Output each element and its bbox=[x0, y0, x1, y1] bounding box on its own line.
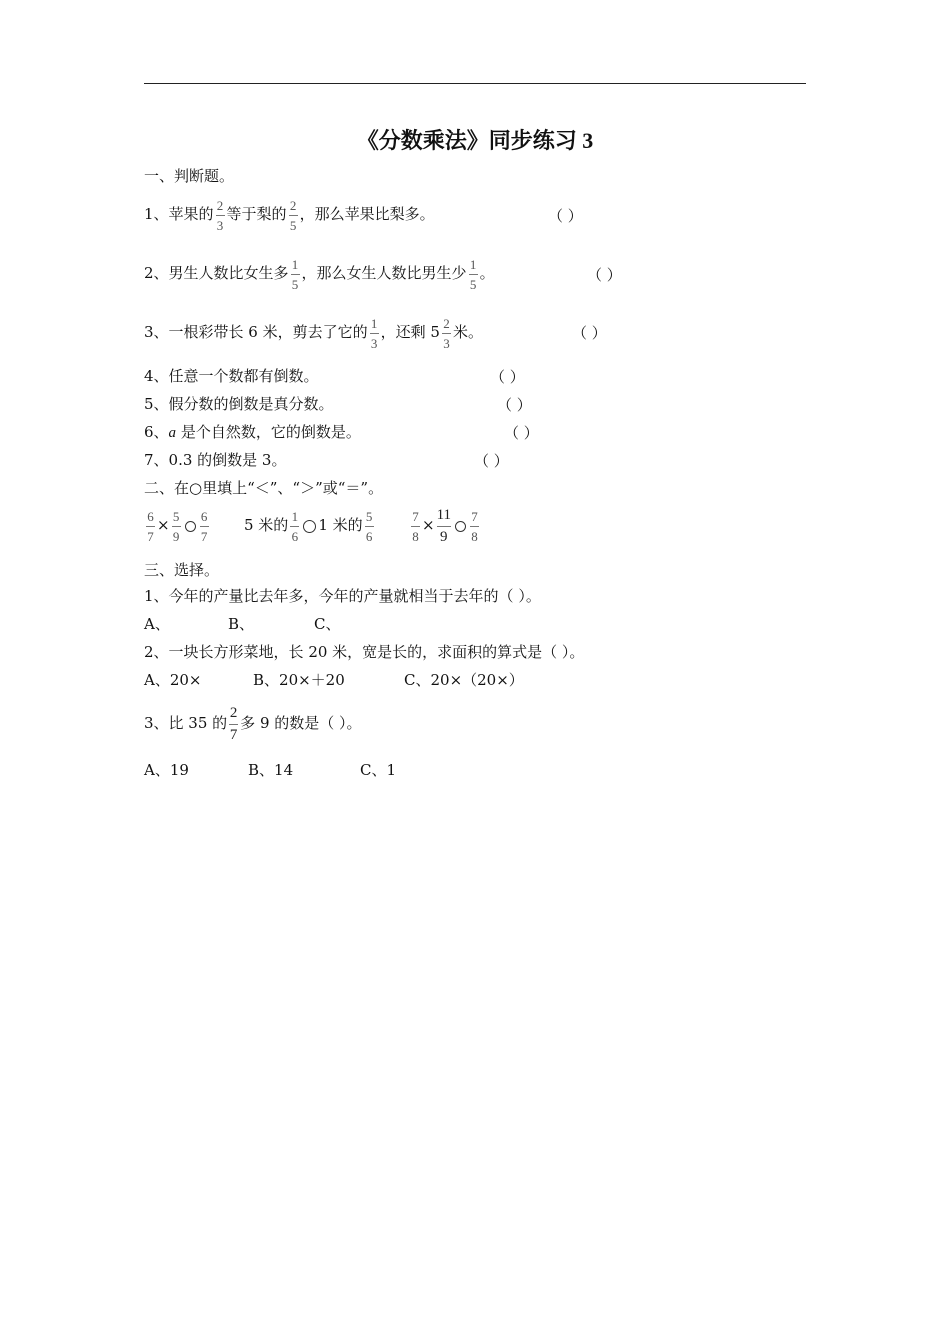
answer-blank[interactable]: （ ） bbox=[497, 396, 532, 414]
fraction bbox=[469, 257, 478, 292]
fraction-bar bbox=[216, 215, 225, 216]
fraction-bar bbox=[411, 526, 420, 527]
fraction bbox=[470, 509, 479, 544]
numerator: 1 bbox=[291, 508, 299, 524]
compare-circle[interactable] bbox=[185, 521, 196, 532]
denominator: 3 bbox=[443, 335, 450, 351]
denominator: 5 bbox=[291, 276, 299, 292]
denominator: 7 bbox=[200, 528, 208, 544]
text: 是个自然数，它的倒数是。 bbox=[180, 423, 361, 441]
choice-q3-option-b[interactable]: B、14 bbox=[248, 761, 294, 779]
text: 2、男生人数比女生多 bbox=[144, 264, 289, 282]
numerator: 6 bbox=[200, 508, 208, 524]
compare-circle[interactable] bbox=[455, 521, 466, 532]
fraction bbox=[200, 509, 209, 544]
text: 等于梨的 bbox=[226, 205, 287, 223]
fraction bbox=[172, 509, 181, 544]
header-rule bbox=[144, 83, 806, 84]
denominator: 6 bbox=[365, 528, 373, 544]
fraction-bar bbox=[370, 333, 379, 334]
section3-heading: 三、选择。 bbox=[144, 561, 220, 579]
text: 。 bbox=[479, 264, 495, 282]
fraction bbox=[291, 257, 300, 292]
denominator: 5 bbox=[469, 276, 477, 292]
choice-q2-option-c[interactable]: C、20×（20×） bbox=[404, 671, 524, 689]
denominator: 9 bbox=[440, 528, 448, 545]
text: 5 米的 bbox=[244, 516, 289, 534]
numerator: 1 bbox=[370, 315, 378, 331]
judge-item-6 bbox=[144, 422, 361, 443]
numerator: 2 bbox=[289, 197, 297, 213]
fraction-bar bbox=[442, 333, 451, 334]
judge-item-1 bbox=[144, 193, 435, 235]
text: ，那么女生人数比男生少 bbox=[301, 264, 467, 282]
answer-blank[interactable]: （ ） bbox=[572, 324, 607, 342]
fraction-bar bbox=[437, 526, 451, 527]
denominator: 8 bbox=[412, 528, 419, 544]
fraction bbox=[370, 316, 379, 351]
numerator: 1 bbox=[469, 256, 477, 272]
text: 3、一根彩带长 6 米，剪去了它的 bbox=[144, 323, 368, 341]
denominator: 3 bbox=[370, 335, 378, 351]
text: ，还剩 5 bbox=[380, 323, 440, 341]
fraction-bar bbox=[291, 274, 300, 275]
numerator: 7 bbox=[412, 508, 419, 524]
numerator: 11 bbox=[436, 506, 452, 523]
text: ，那么苹果比梨多。 bbox=[299, 205, 435, 223]
judge-item-3 bbox=[144, 311, 483, 353]
judge-item-5: 5、假分数的倒数是真分数。 bbox=[144, 395, 334, 413]
choice-q3-option-c[interactable]: C、1 bbox=[360, 761, 397, 779]
text: 1 米的 bbox=[318, 516, 363, 534]
numerator: 7 bbox=[471, 508, 478, 524]
text: 多 9 的数是（ ）。 bbox=[240, 714, 362, 732]
choice-q1-option-a[interactable]: A、 bbox=[144, 615, 170, 633]
answer-blank[interactable]: （ ） bbox=[490, 368, 525, 386]
operator: × bbox=[157, 516, 170, 534]
fraction bbox=[437, 507, 451, 546]
section1-heading: 一、判断题。 bbox=[144, 167, 235, 185]
choice-question-1: 1、今年的产量比去年多，今年的产量就相当于去年的（ ）。 bbox=[144, 587, 541, 605]
text: 3、比 35 的 bbox=[144, 714, 228, 732]
fraction-bar bbox=[229, 724, 238, 725]
fraction bbox=[229, 705, 238, 744]
denominator: 6 bbox=[291, 528, 299, 544]
denominator: 9 bbox=[172, 528, 180, 544]
compare-expr-1 bbox=[144, 504, 211, 546]
numerator: 6 bbox=[147, 508, 154, 524]
fraction-bar bbox=[289, 215, 298, 216]
denominator: 7 bbox=[147, 528, 154, 544]
choice-q3-option-a[interactable]: A、19 bbox=[144, 761, 189, 779]
fraction bbox=[442, 316, 451, 351]
fraction bbox=[289, 198, 298, 233]
fraction bbox=[411, 509, 420, 544]
fraction-bar bbox=[200, 526, 209, 527]
choice-question-3 bbox=[144, 698, 362, 748]
fraction-bar bbox=[470, 526, 479, 527]
choice-question-2: 2、一块长方形菜地，长 20 米，宽是长的，求面积的算式是（ ）。 bbox=[144, 643, 585, 661]
denominator: 8 bbox=[471, 528, 478, 544]
fraction-bar bbox=[172, 526, 181, 527]
page-title: 《分数乘法》同步练习 3 bbox=[356, 128, 594, 153]
fraction bbox=[290, 509, 299, 544]
denominator: 7 bbox=[229, 726, 238, 743]
fraction bbox=[365, 509, 374, 544]
numerator: 5 bbox=[172, 508, 180, 524]
answer-blank[interactable]: （ ） bbox=[504, 424, 539, 442]
text: 6、 bbox=[144, 423, 169, 441]
fraction-bar bbox=[146, 526, 155, 527]
choice-q2-option-b[interactable]: B、20×＋20 bbox=[253, 671, 345, 689]
variable: a bbox=[168, 425, 177, 441]
choice-q1-option-c[interactable]: C、 bbox=[314, 615, 341, 633]
fraction bbox=[216, 198, 225, 233]
denominator: 5 bbox=[289, 217, 297, 233]
judge-item-7: 7、0.3 的倒数是 3。 bbox=[144, 451, 287, 469]
text: 1、苹果的 bbox=[144, 205, 214, 223]
answer-blank[interactable]: （ ） bbox=[548, 207, 583, 225]
choice-q2-option-a[interactable]: A、20× bbox=[144, 671, 202, 689]
numerator: 5 bbox=[365, 508, 373, 524]
fraction-bar bbox=[290, 526, 299, 527]
fraction bbox=[146, 509, 155, 544]
answer-blank[interactable]: （ ） bbox=[587, 266, 622, 284]
numerator: 2 bbox=[216, 197, 224, 213]
compare-expr-2 bbox=[244, 504, 376, 546]
choice-q1-option-b[interactable]: B、 bbox=[228, 615, 255, 633]
fraction-bar bbox=[469, 274, 478, 275]
judge-item-4: 4、任意一个数都有倒数。 bbox=[144, 367, 319, 385]
judge-item-2 bbox=[144, 252, 495, 294]
operator: × bbox=[422, 516, 435, 534]
text: 米。 bbox=[452, 323, 483, 341]
denominator: 3 bbox=[216, 217, 224, 233]
numerator: 2 bbox=[443, 315, 450, 331]
answer-blank[interactable]: （ ） bbox=[474, 452, 509, 470]
compare-circle[interactable] bbox=[303, 520, 316, 533]
numerator: 1 bbox=[291, 256, 299, 272]
compare-expr-3 bbox=[409, 504, 481, 546]
fraction-bar bbox=[365, 526, 374, 527]
section2-heading: 二、在○里填上“＜”、“＞”或“＝”。 bbox=[144, 479, 384, 497]
numerator: 2 bbox=[229, 704, 238, 721]
